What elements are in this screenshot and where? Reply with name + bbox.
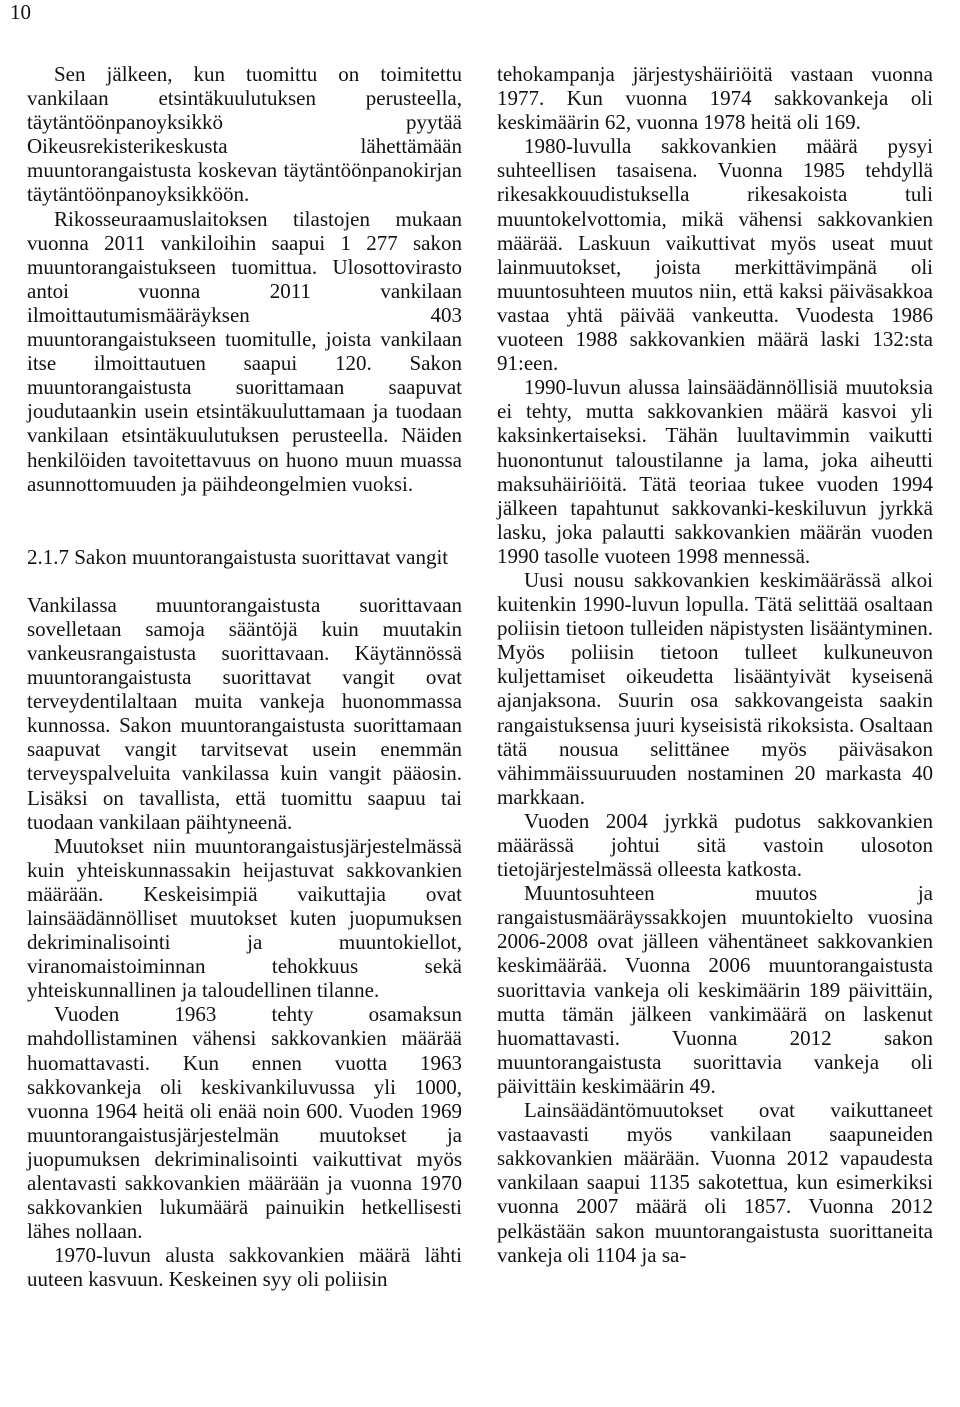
left-paragraph-6: 1970-luvun alusta sakkovankien määrä lähti uuteen kasvuun. Keskeinen syy oli poliisin bbox=[27, 1243, 462, 1292]
page-number: 10 bbox=[10, 0, 31, 24]
left-paragraph-2: Rikosseuraamuslaitoksen tilastojen mukaan vuonna 2011 vankiloihin saapui 1 277 sakon muuntorangaistukseen tuomittua. Ulosottovirasto antoi vuonna 2011 vankilaan ilmoittautumismääräyksen 403 muuntorangaistukseen tuomitulle, joista vankilaan itse ilmoittautuen saapui 120. Sakon muuntorangaistusta suorittamaan saapuvat joudutaankin usein etsintäkuuluttamaan ja tuodaan vankilaan etsintäkuulutuksen perusteella. Näiden henkilöiden tavoitettavuus on huono muun muassa asunnottomuuden ja päihdeongelmien vuoksi. bbox=[27, 206, 462, 496]
right-paragraph-1: tehokampanja järjestyshäiriöitä vastaan vuonna 1977. Kun vuonna 1974 sakkovankeja oli keskimäärin 62, vuonna 1978 heitä oli 169. bbox=[497, 62, 933, 135]
left-paragraph-1: Sen jälkeen, kun tuomittu on toimitettu vankilaan etsintäkuulutuksen perusteella, täytäntöönpanoyksikkö pyytää Oikeusrekisterikeskusta lähettämään muuntorangaistusta koskevan täytäntöönpanokirjan täytäntöönpanoyksikköön. bbox=[27, 62, 462, 207]
section-heading: 2.1.7 Sakon muuntorangaistusta suorittavat vangit bbox=[27, 544, 449, 569]
right-paragraph-5: Vuoden 2004 jyrkkä pudotus sakkovankien määrässä johtui sitä vastoin ulosoton tietojärjestelmässä olleesta katkosta. bbox=[497, 808, 933, 882]
left-paragraph-5: Vuoden 1963 tehty osamaksun mahdollistaminen vähensi sakkovankien määrää huomattavasti. Kun ennen vuotta 1963 sakkovankeja oli keskivankiluvussa yli 1000, vuonna 1964 heitä oli enää noin 600. Vuoden 1969 muuntorangaistusjärjestelmän muutokset ja juopumuksen dekriminalisointi vaikuttivat myös alentavasti sakkovankien määrään ja vuonna 1970 sakkovankien lukumäärä painuikin hetkellisesti lähes nollaan. bbox=[27, 1002, 462, 1244]
right-column bbox=[497, 62, 933, 1267]
right-paragraph-7: Lainsäädäntömuutokset ovat vaikuttaneet vastaavasti myös vankilaan saapuneiden sakkovankien määrään. Vuonna 2012 vapaudesta vankilaan saapui 1135 sakotettua, kun esimerkiksi vuonna 2007 määrä oli 1857. Vuonna 2012 pelkästään sakon muuntorangaistusta suorittaneita vankeja oli 1104 ja sa- bbox=[497, 1098, 933, 1267]
right-paragraph-4: Uusi nousu sakkovankien keskimäärässä alkoi kuitenkin 1990-luvun lopulla. Tätä selittää osaltaan poliisin tietoon tulleiden näpistysten lisääntyminen. Myös poliisin tietoon tulleet kulkuneuvon kuljettamiset oikeudetta lisääntyivät kyseisenä ajanjaksona. Suurin osa sakkovangeista saakin rangaistuksensa juuri kyseisistä rikoksista. Osaltaan tätä nousua selittänee myös päiväsakon vähimmäissuuruuden nostaminen 20 markasta 40 markkaan. bbox=[497, 567, 933, 809]
right-paragraph-2: 1980-luvulla sakkovankien määrä pysyi suhteellisen tasaisena. Vuonna 1985 tehdyllä rikesakkouudistuksella rikesakoista tuli muuntokelvottomia, mikä vähensi sakkovankien määrää. Laskuun vaikuttivat myös useat muut lainmuutokset, joista merkittävimpänä oli muuntosuhteen muutos niin, että kaksi päiväsakkoa vastaa yhtä päivää vankeutta. Vuodesta 1986 vuoteen 1988 sakkovankien määrä laski 132:sta 91:een. bbox=[497, 134, 933, 376]
spacer bbox=[27, 496, 462, 545]
right-paragraph-6: Muuntosuhteen muutos ja rangaistusmääräyssakkojen muuntokielto vuosina 2006-2008 ovat jälleen vähentäneet sakkovankien keskimäärää. Vuonna 2006 muuntorangaistusta suorittavia vankeja oli keskimäärin 189 päivittäin, mutta tämän jälkeen vankimäärä on laskenut huomattavasti. Vuonna 2012 sakon muuntorangaistusta suorittavia vankeja oli päivittäin keskimäärin 49. bbox=[497, 881, 933, 1098]
right-paragraph-3: 1990-luvun alussa lainsäädännöllisiä muutoksia ei tehty, mutta sakkovankien määrä kasvoi yli kaksinkertaiseksi. Tähän luultavimmin vaikutti huonontunut taloustilanne ja lama, joka aiheutti maksuhäiriöitä. Tätä teoriaa tukee vuoden 1994 jälkeen tapahtunut sakkovanki-keskiluvun jyrkkä lasku, joka palautti sakkovankien määrän vuoden 1990 tasolle vuoteen 1998 mennessä. bbox=[497, 375, 933, 568]
spacer bbox=[27, 569, 462, 593]
left-column bbox=[27, 62, 462, 1292]
left-paragraph-4: Muutokset niin muuntorangaistusjärjestelmässä kuin yhteiskunnassakin heijastuvat sakkovankien määrään. Keskeisimpiä vaikuttajia ovat lainsäädännölliset muutokset kuten juopumuksen dekriminalisointi ja muuntokiellot, viranomaistoiminnan tehokkuus sekä yhteiskunnallinen ja taloudellinen tilanne. bbox=[27, 833, 462, 1003]
left-paragraph-3: Vankilassa muuntorangaistusta suorittavaan sovelletaan samoja sääntöjä kuin muutakin vankeusrangaistusta suorittavaan. Käytännössä muuntorangaistusta suorittavat vangit ovat terveydentilaltaan muita vankeja huonommassa kunnossa. Sakon muuntorangaistusta suorittamaan saapuvat vangit tarvitsevat usein enemmän terveyspalveluita vankilassa kuin vangit pääosin. Lisäksi on tavallista, että tuomittu saapuu tai tuodaan vankilaan päihtyneenä. bbox=[27, 592, 462, 834]
